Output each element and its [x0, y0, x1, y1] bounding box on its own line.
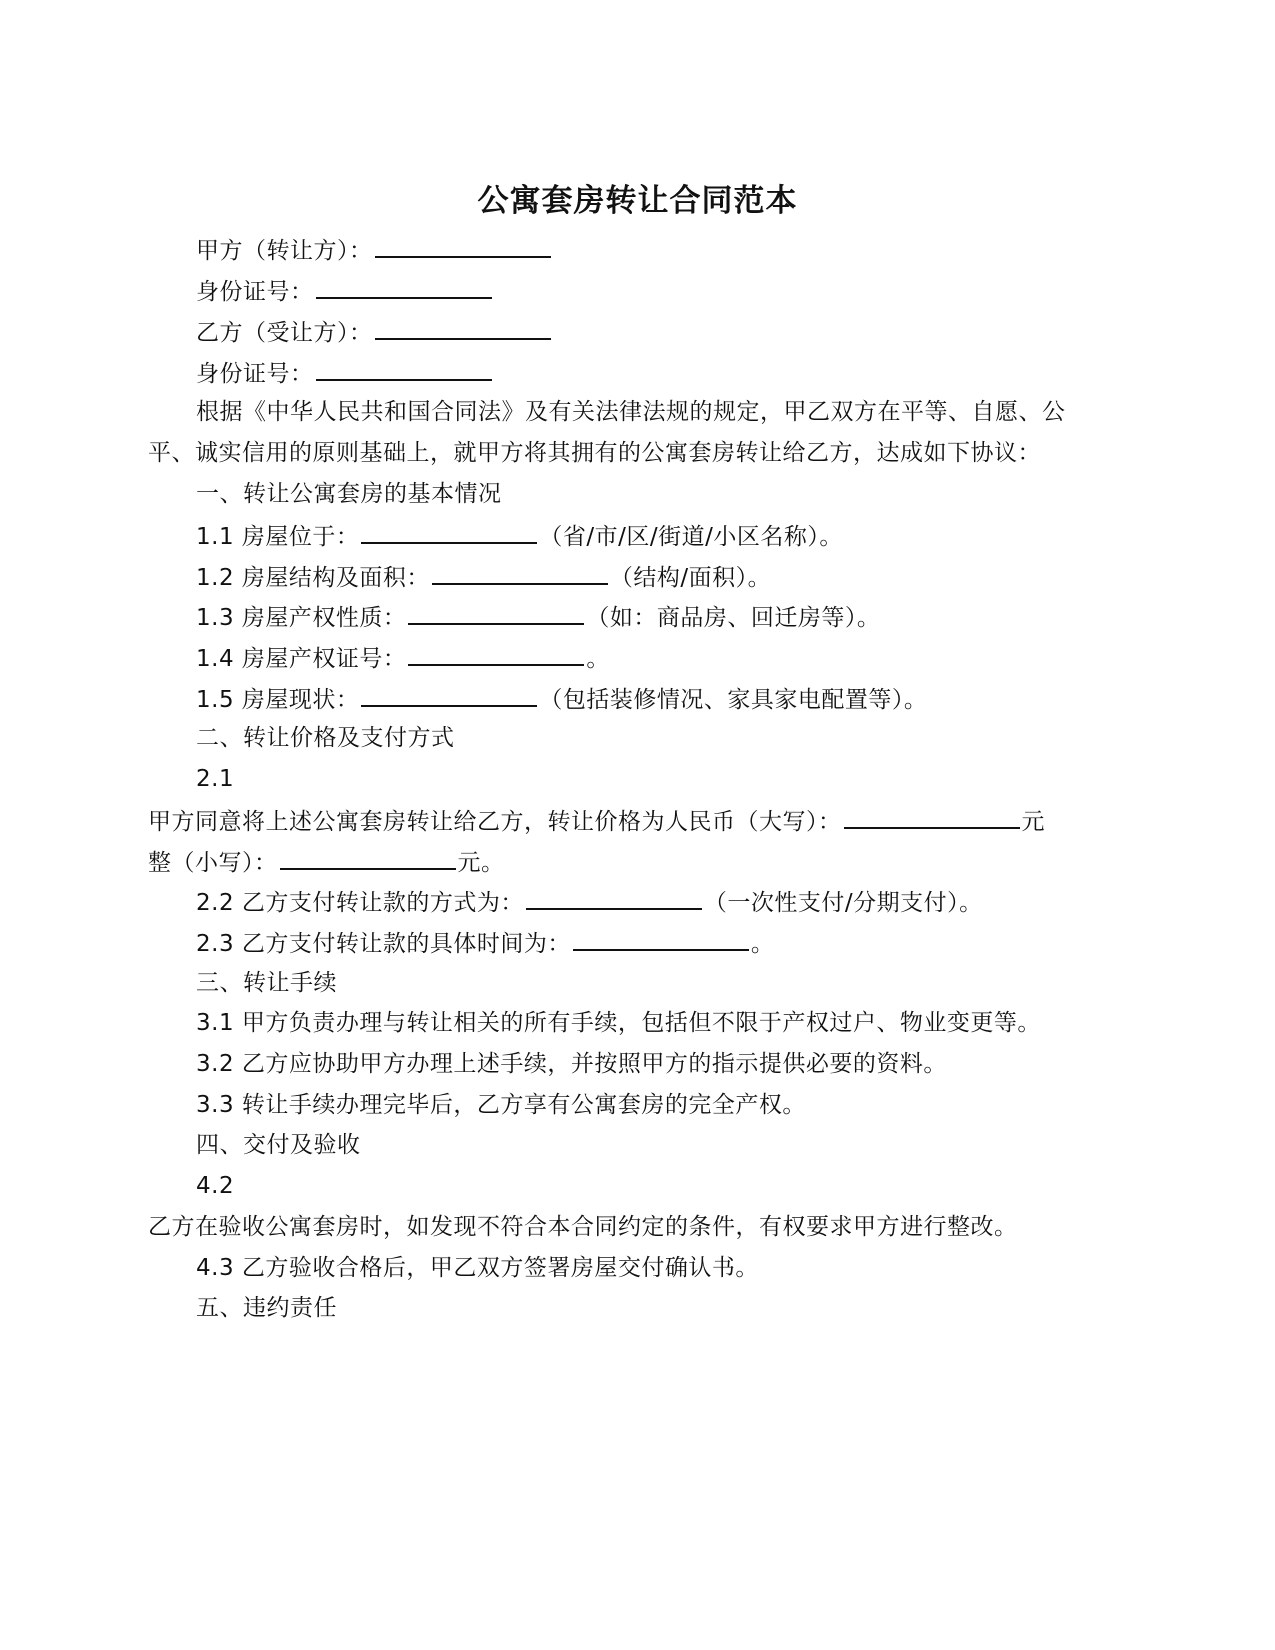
party-a-label: 甲方（转让方）：	[196, 238, 373, 264]
item-1-3-label: 1.3 房屋产权性质：	[196, 605, 407, 631]
price-uppercase-blank[interactable]	[844, 805, 1020, 829]
item-4-2-text: 乙方在验收公寓套房时，如发现不符合本合同约定的条件，有权要求甲方进行整改。	[148, 1214, 1018, 1240]
item-2-1-number: 2.1	[196, 766, 235, 792]
item-1-2-label: 1.2 房屋结构及面积：	[196, 565, 430, 591]
item-1-5-note: （包括装修情况、家具家电配置等）。	[539, 687, 928, 713]
item-2-1-lowercase-unit: 元。	[457, 850, 505, 876]
item-2-3-label: 2.3 乙方支付转让款的具体时间为：	[196, 931, 571, 957]
party-a-id-line	[196, 275, 494, 307]
item-2-2-blank[interactable]	[526, 886, 702, 910]
party-b-line	[196, 316, 553, 348]
party-a-id-label: 身份证号：	[196, 279, 314, 305]
item-1-4-label: 1.4 房屋产权证号：	[196, 646, 407, 672]
party-b-blank[interactable]	[375, 316, 551, 340]
item-1-4-note: 。	[586, 646, 610, 672]
section4-heading: 四、交付及验收	[196, 1132, 361, 1158]
party-b-label: 乙方（受让方）：	[196, 320, 373, 346]
section1-heading: 一、转让公寓套房的基本情况	[196, 481, 502, 507]
party-a-id-blank[interactable]	[316, 275, 492, 299]
party-b-id-blank[interactable]	[316, 357, 492, 381]
item-1-5	[196, 683, 927, 715]
item-4-2-number: 4.2	[196, 1173, 235, 1199]
party-a-line	[196, 234, 553, 266]
item-1-5-label: 1.5 房屋现状：	[196, 687, 360, 713]
item-1-2	[196, 561, 771, 593]
item-2-1-lowercase-label: 整（小写）：	[148, 850, 278, 876]
item-1-1-note: （省/市/区/街道/小区名称）。	[539, 524, 843, 550]
item-2-1-line-2	[148, 846, 505, 878]
item-1-1	[196, 520, 843, 552]
section5-heading: 五、违约责任	[196, 1295, 337, 1321]
item-1-2-note: （结构/面积）。	[609, 565, 772, 591]
document-title: 公寓套房转让合同范本	[477, 183, 798, 219]
item-2-3-note: 。	[750, 931, 775, 957]
item-2-3	[196, 927, 774, 959]
item-2-1-line-1	[148, 805, 1045, 837]
item-2-3-blank[interactable]	[573, 927, 749, 951]
item-3-3: 3.3 转让手续办理完毕后，乙方享有公寓套房的完全产权。	[196, 1092, 806, 1118]
preamble-line-1: 根据《中华人民共和国合同法》及有关法律法规的规定，甲乙双方在平等、自愿、公	[196, 399, 1066, 425]
item-2-2	[196, 886, 983, 918]
item-4-3: 4.3 乙方验收合格后，甲乙双方签署房屋交付确认书。	[196, 1255, 759, 1281]
item-1-5-blank[interactable]	[361, 683, 537, 707]
item-1-1-blank[interactable]	[361, 520, 537, 544]
item-1-3-blank[interactable]	[408, 601, 584, 625]
preamble-line-2: 平、诚实信用的原则基础上，就甲方将其拥有的公寓套房转让给乙方，达成如下协议：	[148, 440, 1041, 466]
price-lowercase-blank[interactable]	[280, 846, 456, 870]
item-1-3-note: （如：商品房、回迁房等）。	[586, 605, 881, 631]
item-3-1: 3.1 甲方负责办理与转让相关的所有手续，包括但不限于产权过户、物业变更等。	[196, 1010, 1041, 1036]
item-1-2-blank[interactable]	[432, 561, 608, 585]
party-b-id-label: 身份证号：	[196, 361, 314, 387]
party-a-blank[interactable]	[375, 234, 551, 258]
item-2-2-note: （一次性支付/分期支付）。	[703, 890, 983, 916]
item-2-2-label: 2.2 乙方支付转让款的方式为：	[196, 890, 524, 916]
party-b-id-line	[196, 357, 494, 389]
item-3-2: 3.2 乙方应协助甲方办理上述手续，并按照甲方的指示提供必要的资料。	[196, 1051, 947, 1077]
section2-heading: 二、转让价格及支付方式	[196, 725, 455, 751]
item-1-4	[196, 642, 610, 674]
section3-heading: 三、转让手续	[196, 970, 337, 996]
item-1-1-label: 1.1 房屋位于：	[196, 524, 360, 550]
item-2-1-unit: 元	[1021, 809, 1045, 835]
item-1-4-blank[interactable]	[408, 642, 584, 666]
item-1-3	[196, 601, 880, 633]
item-2-1-label: 甲方同意将上述公寓套房转让给乙方，转让价格为人民币（大写）：	[148, 809, 842, 835]
